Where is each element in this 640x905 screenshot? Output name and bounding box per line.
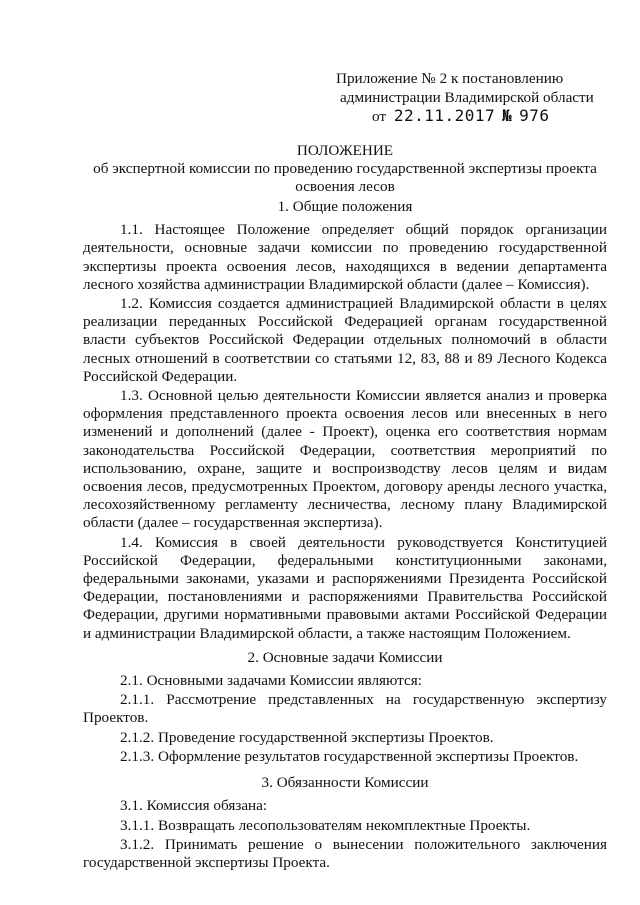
section-heading-tasks: 2. Основные задачи Комиссии xyxy=(247,648,443,666)
paragraph-3-1-2: 3.1.2. Принимать решение о вынесении положительного заключения государственной экспертизы Проекта. xyxy=(83,835,607,871)
document-title-block xyxy=(83,142,607,196)
document-body xyxy=(83,198,607,873)
paragraph-1-3: 1.3. Основной целью деятельности Комиссии является анализ и проверка оформления представленного проекта освоения лесов или внесенных в него изменений и дополнений (далее - Проект), оценка его соответствия нормам законодательства Российской Федерации, соответствия мероприятий по использованию, охране, защите и воспроизводству лесов целям и видам освоения лесов, предусмотренных Проектом, договору аренды лесного участка, лесохозяйственному регламенту лесничества, лесному плану Владимирской области (далее – государственная экспертиза). xyxy=(83,387,607,532)
section-heading-duties: 3. Обязанности Комиссии xyxy=(261,774,429,792)
paragraph-3-1: 3.1. Комиссия обязана: xyxy=(120,797,268,815)
document-subtitle: об экспертной комиссии по проведению государственной экспертизы проекта освоения лесов xyxy=(93,160,597,195)
authority-line: администрации Владимирской области xyxy=(340,88,594,106)
number-sign: № xyxy=(501,106,513,125)
paragraph-2-1: 2.1. Основными задачами Комиссии являются: xyxy=(120,672,422,690)
document-title: ПОЛОЖЕНИЕ xyxy=(296,142,394,159)
appendix-header xyxy=(336,70,606,127)
paragraph-2-1-3: 2.1.3. Оформление результатов государственной экспертизы Проектов. xyxy=(120,747,579,765)
paragraph-1-1: 1.1. Настоящее Положение определяет общий порядок организации деятельности, основные задачи комиссии по проведению государственной экспертизы проекта освоения лесов, находящихся в ведении департамента лесного хозяйства администрации Владимирской области (далее – Комиссия). xyxy=(83,221,607,293)
paragraph-1-2: 1.2. Комиссия создается администрацией Владимирской области в целях реализации переданных Российской Федерацией органам государственной власти субъектов Российской Федерации отдельных полномочий в области лесных отношений в соответствии со статьями 12, 83, 88 и 89 Лесного Кодекса Российской Федерации. xyxy=(83,295,607,385)
date-prefix: от xyxy=(372,108,387,125)
section-heading-general: 1. Общие положения xyxy=(277,198,413,215)
stamped-date: 22.11.2017 xyxy=(393,106,496,125)
paragraph-1-4: 1.4. Комиссия в своей деятельности руководствуется Конституцией Российской Федерации, федеральными конституционными законами, федеральными законами, указами и распоряжениями Президента Российской Федерации, постановлениями и распоряжениями Правительства Российской Федерации, другими нормативными правовыми актами Российской Федерации и администрации Владимирской области, а также настоящим Положением. xyxy=(83,533,607,642)
paragraph-2-1-1: 2.1.1. Рассмотрение представленных на государственную экспертизу Проектов. xyxy=(83,691,607,727)
paragraph-2-1-2: 2.1.2. Проведение государственной экспертизы Проектов. xyxy=(120,728,494,746)
paragraph-3-1-1: 3.1.1. Возвращать лесопользователям некомплектные Проекты. xyxy=(120,816,531,834)
stamped-number: 976 xyxy=(519,106,550,125)
appendix-line: Приложение № 2 к постановлению xyxy=(336,70,564,87)
date-number-line xyxy=(372,107,606,127)
